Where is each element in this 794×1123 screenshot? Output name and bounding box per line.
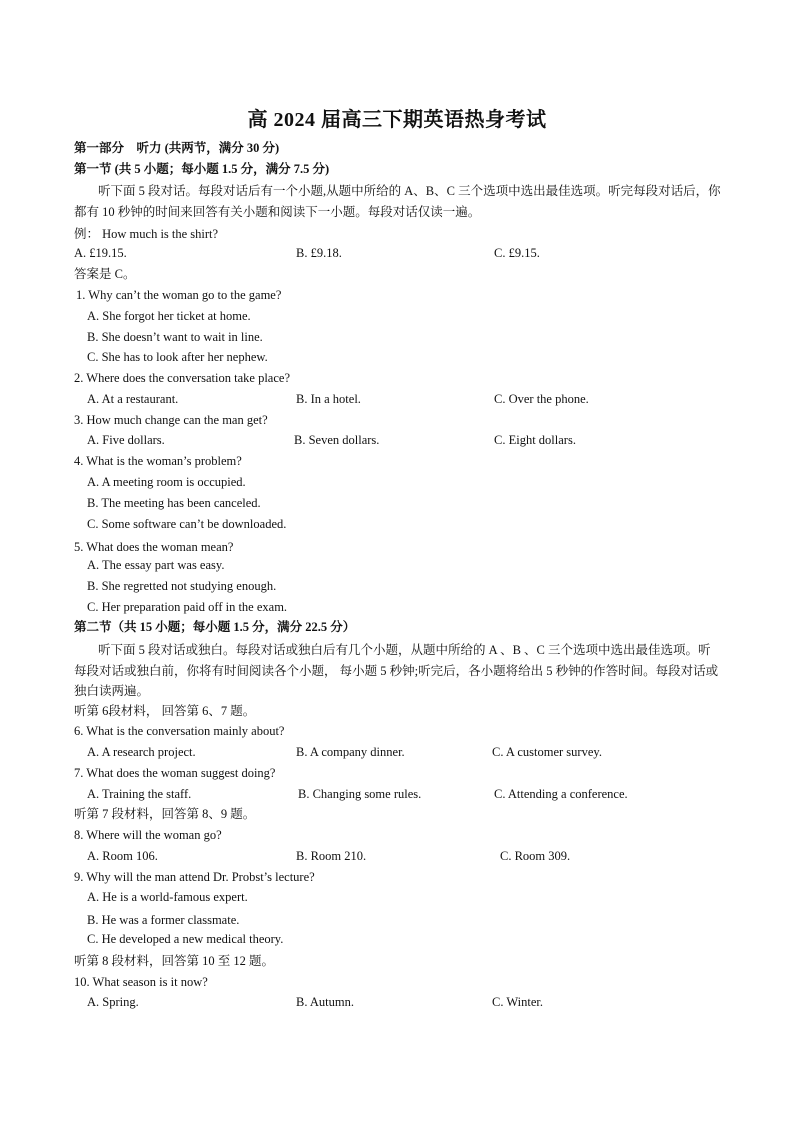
question-8-option-a: A. Room 106. [87,849,158,863]
question-5-option-a: A. The essay part was easy. [87,558,225,572]
question-9-option-a: A. He is a world-famous expert. [87,890,248,904]
question-4-option-b: B. The meeting has been canceled. [87,496,261,510]
question-7-option-c: C. Attending a conference. [494,787,628,801]
question-1-option-a: A. She forgot her ticket at home. [87,309,251,323]
question-2-option-b: B. In a hotel. [296,392,361,406]
section2-instructions: 听下面 5 段对话或独白。每段对话或独白后有几个小题，从题中所给的 A 、B 、C 三个选项中选出最佳选项。听每段对话或独白前，你将有时间阅读各个小题， 每小题 5 秒钟;听完后，各小题将给出 5 秒钟的作答时间。每段对话或独白读两遍。 [74,643,719,698]
question-3-option-b: B. Seven dollars. [294,433,380,447]
question-9-option-c: C. He developed a new medical theory. [87,932,284,946]
example-option-b: B. £9.18. [296,246,342,260]
question-9-option-b: B. He was a former classmate. [87,913,240,927]
question-2-option-a: A. At a restaurant. [87,392,179,406]
question-3-stem: 3. How much change can the man get? [74,413,268,427]
example-option-c: C. £9.15. [494,246,540,260]
question-1-option-b: B. She doesn’t want to wait in line. [87,330,263,344]
question-4-stem: 4. What is the woman’s problem? [74,454,242,468]
question-10-option-c: C. Winter. [492,995,544,1009]
question-3-option-a: A. Five dollars. [87,433,165,447]
question-7-option-a: A. Training the staff. [87,787,192,801]
section1-instructions: 听下面 5 段对话。每段对话后有一个小题,从题中所给的 A、B、C 三个选项中选出最佳选项。听完每段对话后，你都有 10 秒钟的时间来回答有关小题和阅读下一小题。每段对话仅读一遍。 [74,184,721,219]
exam-title: 高 2024 届高三下期英语热身考试 [247,109,547,131]
section1-heading: 第一节 (共 5 小题；每小题 1.5 分，满分 7.5 分) [74,162,330,176]
material-7-note: 听第 7 段材料，回答第 8、9 题。 [74,807,256,821]
question-5-option-c: C. Her preparation paid off in the exam. [87,600,288,614]
question-5-stem: 5. What does the woman mean? [74,540,234,554]
question-9-stem: 9. Why will the man attend Dr. Probst’s lecture? [74,870,315,884]
question-8-stem: 8. Where will the woman go? [74,828,222,842]
question-8-option-b: B. Room 210. [296,849,367,863]
example-question: 例： How much is the shirt? [74,227,219,241]
question-1-option-c: C. She has to look after her nephew. [87,350,268,364]
material-6-note: 听第 6段材料， 回答第 6、7 题。 [74,704,256,718]
material-8-note: 听第 8 段材料，回答第 10 至 12 题。 [74,954,275,968]
question-6-option-b: B. A company dinner. [296,745,405,759]
question-7-stem: 7. What does the woman suggest doing? [74,766,276,780]
section2-heading: 第二节（共 15 小题；每小题 1.5 分，满分 22.5 分） [74,620,356,634]
question-3-option-c: C. Eight dollars. [494,433,576,447]
example-option-a: A. £19.15. [74,246,127,260]
question-6-stem: 6. What is the conversation mainly about? [74,724,285,738]
question-10-stem: 10. What season is it now? [74,975,208,989]
question-5-option-b: B. She regretted not studying enough. [87,579,277,593]
question-6-option-a: A. A research project. [87,745,196,759]
question-10-option-a: A. Spring. [87,995,139,1009]
question-4-option-a: A. A meeting room is occupied. [87,475,246,489]
question-10-option-b: B. Autumn. [296,995,354,1009]
question-1-stem: 1. Why can’t the woman go to the game? [76,288,282,302]
question-8-option-c: C. Room 309. [500,849,571,863]
question-7-option-b: B. Changing some rules. [298,787,422,801]
example-answer: 答案是 C。 [74,267,136,281]
part1-heading: 第一部分 听力 (共两节，满分 30 分) [74,141,280,155]
question-4-option-c: C. Some software can’t be downloaded. [87,517,287,531]
question-2-option-c: C. Over the phone. [494,392,589,406]
question-6-option-c: C. A customer survey. [492,745,602,759]
question-2-stem: 2. Where does the conversation take place? [74,371,290,385]
